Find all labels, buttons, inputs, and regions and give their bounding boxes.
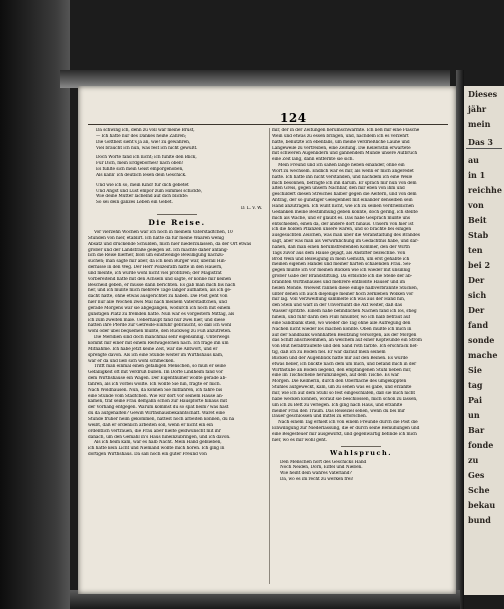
- adjacent-page-fragment: Sie: [468, 365, 482, 375]
- text-line: Blicken und der Augenblick hatte mir auf den Beinen. Es würde: [272, 355, 408, 361]
- text-line: lich die Reise hierher, bloß um einstweilige Bewilligung nachzu-: [88, 253, 225, 259]
- text-line: eine Sandbank stieß, wo wieder die Tag ohne alle Aufregung den: [272, 320, 411, 326]
- text-line: sagt, aber was man als Verwirklichung im Gedächtnis habe, und dar-: [272, 239, 419, 245]
- text-line: eine Beigesteuer mir ausgewirkt, und gegenwärtig befinde ich mich: [272, 431, 417, 437]
- text-line: Antrag, der so günstiger Gelegenheit mit einander denselben sein: [272, 198, 413, 204]
- text-line: Morgen. Die Kellnerin, durch den Oberfläche des umgekippten: [272, 379, 407, 385]
- text-line: ich zum zweiten male. Ueberhaupt fand nur zwei hier, und diese: [88, 317, 225, 323]
- text-line: tig, daß ich zu Boden fiel. Er war darauf mein seinem: [272, 350, 386, 356]
- text-line: dernisse in den Weg. Der Herr Polizeirath hatte in den Hauern,: [88, 265, 223, 271]
- poem-line: Und Angst und Lust empor zum Himmel schickte,: [96, 188, 203, 194]
- text-line: ausgesuchten Zeilchen, was man über die Veranstaltung des Brandes: [272, 233, 420, 239]
- text-line: Brod Wein und Bezeugung in mein Gemüth, um erst gehabte ich: [272, 256, 410, 262]
- text-line: Dauer geschlossen und mittel zu erforschen.: [272, 414, 367, 420]
- text-line: günstigen Platz zu fremden hatte. Nun war es vorgestern Mittag, als: [88, 311, 235, 317]
- text-line: hier nur alle Wochen zwei Mal nach meinem Vaterstädtchen, und: [88, 300, 227, 306]
- text-line: großer Gabe der Brandstiftung. Da erblickte ich die Stelle der ab-: [272, 274, 412, 280]
- column-divider: [269, 128, 270, 584]
- adjacent-page-fragment: sich: [468, 290, 487, 300]
- text-line: Tags zuvor aus dem Hause gejagt, als Anstifter bezeichne. Von: [272, 250, 406, 256]
- adjacent-page-fragment: von: [468, 200, 484, 210]
- text-line: hier, wo es mir wohl geht.: [272, 437, 327, 443]
- text-line: alten Greis, gegen unsern Nachbar, den mir eben von ihm und: [272, 186, 405, 192]
- adjacent-page-fragment: Dieses: [468, 89, 498, 99]
- adjacent-page-fragment: mein: [468, 119, 491, 129]
- motto-line: Noch Neiden, Dörn, Eiffel und Nießen.: [280, 465, 363, 471]
- text-line: gegen mußte ich vor meinen Blicken wie ich wieder mit unsinnig: [272, 268, 411, 274]
- adjacent-page-strip: [464, 86, 504, 595]
- text-line: mich als Wache, und er glaubt es. Das habe Gespräch mußte uns: [272, 215, 411, 221]
- poem-line: Als kann' ich deutlich lesen dein Geschick.: [96, 172, 187, 178]
- text-line: Die Meridien sind doch manchmal sehr eigensinnig. Unterwegs: [94, 335, 230, 341]
- text-line: meiner Frau den Traum. Das Reiseziel sehen, wenn du bei mir: [272, 408, 405, 414]
- text-line: gerade Morgens war sie abgegangen, wodurch ich noch mit einem: [88, 305, 231, 311]
- text-line: Wort zu wechseln. Endlich war es mir, als wenn er mich angeredet: [272, 168, 414, 174]
- text-line: her, und ich mußte mich mehrere Tage länger aufhalten, als ich ge-: [88, 288, 232, 294]
- text-line: Wasser spritzte. Einem nahe befindlichen Nachen fand ich los, stieg: [272, 309, 417, 315]
- poem-line: Es fühlte sich mein Geist emporgehoben,: [96, 167, 184, 173]
- text-line: brannten Wirthshauses und mehrere entblößte Häuser und im: [272, 279, 405, 285]
- text-line: Einwilligung zur Niederlassung, die er durch seine Bemühungen und: [272, 426, 420, 432]
- adjacent-page-fragment: sonde: [468, 335, 495, 345]
- text-line: danach, um den Gemahl in's Haus hineinzubringen, und ich davon.: [88, 434, 231, 440]
- text-line: den Stein und warf in der Unvernunft die Axt weiter, daß das: [272, 303, 402, 309]
- right-column: [272, 128, 450, 586]
- text-line: mir, wie ich auf dem Stuhl so fest eingeschlafen, daß sie mich nicht: [272, 390, 416, 396]
- text-line: der Vorhang entgegen. Warum kommst du so spät heim? was hast: [88, 405, 229, 411]
- text-line: entschieden, einen da, der andere dort hinaus. Unsern von hier ist: [272, 221, 414, 227]
- text-line: wohl oder übel bequemen mußte, den Rückweg zu Fuß anzutreten.: [88, 329, 232, 335]
- text-line: dacht hätte, ohne etwas ausgerichtet zu haben. Die Post geht von: [88, 294, 228, 300]
- adjacent-page-fragment: au: [468, 155, 479, 165]
- book-edge-left: [0, 0, 70, 609]
- adjacent-page-fragment: Der: [468, 305, 485, 315]
- adjacent-page-fragment: in 1: [468, 170, 486, 180]
- text-line: eine im Tischschelle herumzulegen, auf dem Tische. Es war: [272, 373, 400, 379]
- text-line: mich besonnen, befragte ich ihn darum. Er sprach mir nun von dem: [272, 180, 417, 186]
- book-gutter: [456, 70, 464, 609]
- text-line: du da aufgehalten? Gewiß Wirthshausbekanntschaft. Wäret eine: [88, 411, 225, 417]
- article-heading: Die Reise.: [148, 217, 206, 227]
- text-line: Langeweile zu vertreiben, eine Zeitung. Die Kelleristin erwartete: [272, 145, 411, 151]
- text-line: Als ich heim kam, war es halb Nacht. Mein Hand geblieben,: [94, 440, 222, 446]
- text-line: etwas heller, ich blickte nach dem um mich, und befand mich in der: [272, 361, 417, 367]
- text-line: hätte. Ich hatte ihn nicht verstanden, und nachdem ich eine Weile: [272, 174, 413, 180]
- text-line: Wirthstube an Boden liegend, den empfangenen Stuhl neben mir,: [272, 367, 412, 373]
- text-line: nahen, daß man einen herumstreifenden Kommer, den der Wirth: [272, 244, 410, 250]
- poem-line: Viel braucht ich nun, was fest ich nicht gewußt.: [96, 145, 198, 151]
- text-line: mir, der in der Zeitungen herumschwärmte. Ich ließ mir eine Flasche: [272, 128, 420, 133]
- text-line: dem Wirthshause ein Wagen. Der Eigenthümer wollte gerade ab-: [88, 376, 227, 382]
- adjacent-page-fragment: Bar: [468, 425, 485, 435]
- adjacent-page-fragment: bei 2: [468, 260, 491, 270]
- text-line: unter denen ich auch diejenige meiner hoch zerkleben Wolken vor: [272, 291, 414, 297]
- poem-line: Und wie ich so, mein Kind! für dich gebetet: [96, 182, 189, 188]
- adjacent-page-fragment: Stab: [468, 230, 489, 240]
- adjacent-page-fragment: tag: [468, 380, 483, 390]
- text-line: meinen eigenen Handel und meiner harten schalenden Frau. Sei-: [272, 262, 412, 268]
- poem-line: Für Dich, mein Erdgebornes! nach oben!: [96, 161, 184, 167]
- text-line: weißt, daß er ordenlich arbeiten soll, wenn er nicht ein ein: [88, 422, 214, 428]
- poem-line: — Ich hatte nur des Dankes heiße Zähren;: [96, 133, 187, 139]
- poem-line: Doch Worte fand ich nicht; ich fühlte den Blick,: [96, 155, 197, 161]
- section-heading: Wahlspruch.: [330, 448, 392, 457]
- text-line: Gedanken meine Bestimmung geben konnte, doch gering, ich stellte: [272, 209, 418, 215]
- left-column: [88, 128, 266, 586]
- adjacent-page-fragment: ten: [468, 245, 483, 255]
- text-line: ordentlich vertrauen, die Frau aber hielte geldwünscht mit ihr: [88, 428, 221, 434]
- text-line: suchen; man sagte mir aber, da ich kein Bürger war, überall Hin-: [88, 259, 227, 265]
- text-line: sprengte davon. Als ich eine Stunde weiter im Wirthshaus kam,: [88, 352, 224, 358]
- adjacent-page-fragment: reichhe: [468, 185, 502, 195]
- text-line: Gefälligkeit oft mit Verdruß büßen. Im Dorfe Lindheim fand vor: [88, 370, 223, 376]
- text-line: vorbereitend hatte mit den Achseln und sagte, er könne mir keinen: [88, 276, 232, 282]
- adjacent-page-fragment: fand: [468, 320, 489, 330]
- text-line: Nach einem Tag erhielt ich von einem Freunde durch die Post die: [278, 420, 418, 426]
- poem-line: Wie deine Mutter lächelnd auf dich blickte:: [96, 194, 189, 200]
- text-line: größer und der Landstraße gelegen ist. Ich machte daher anfäng-: [88, 247, 228, 253]
- page-number: 124: [280, 111, 307, 125]
- adjacent-page-fragment: fonde: [468, 440, 494, 450]
- text-line: Nachen nicht wieder los machen konnte. Oben mußte ich mich in: [272, 326, 412, 332]
- text-line: eine Stunde vom Städtchen. Wie wir dort vor seinem Hause an-: [88, 393, 224, 399]
- text-line: hatten ihre Pferde zur Getreide-Einfuhr gebraucht, so daß ich wohl: [88, 323, 232, 329]
- motto-line: Da, wo es im recht zu werken frei!: [280, 477, 354, 483]
- poem-line: So sei dein ganzes Leben ein Gebet.: [96, 200, 173, 206]
- text-line: mir lag. Voll Verzweiflung sammelte ich was aus der Hand hin,: [272, 297, 406, 303]
- text-line: kamen, traf seine Frau demjähn schon zur Hauspforte hinaus mit: [88, 399, 227, 405]
- text-line: Vor vierzehn Wochen war ich noch in meinem Vaterstädtchen, 10: [94, 229, 233, 235]
- text-line: dortigen Wirthshaus. Da saß noch ein guter Freund von: [88, 452, 207, 458]
- text-line: Absatz und drückende Schulden, mich hier niederzulassen, da der Ort etwas: [88, 241, 252, 247]
- text-line: hinein, und fuhr darin den Fluß hinunter, wo ich halb betraut auf: [272, 315, 411, 320]
- motto-line: Den Menschen hört des Geschicks Hand: [280, 459, 367, 465]
- text-line: Stunden von hier, etablirt. Ich hatte da für meine Waaren wenig: [88, 235, 224, 241]
- adjacent-page-fragment: bund: [468, 515, 491, 525]
- text-line: um ich zu Bett zu verlegen. Ich ging nach Haus, und erzählte: [272, 402, 403, 408]
- adjacent-page-fragment: un: [468, 410, 480, 420]
- adjacent-page-fragment: Der: [468, 275, 485, 285]
- adjacent-page-fragment: Pai: [468, 395, 483, 405]
- text-line: eine Zeit lang, dann entfernte sie sich.: [272, 157, 354, 163]
- text-line: mit schweren Augenlidern und gähnendem Munde unsere Aufbruch: [272, 151, 418, 157]
- adjacent-page-fragment: Beit: [468, 215, 487, 225]
- motto-line: Wie heißt dein wahres Vaterland?: [280, 471, 352, 477]
- text-line: ich hatte kein Licht und Niemand wollte mich hören. Ich ging in: [88, 446, 225, 452]
- text-line: Nach Woldhausen. Nun, da können Sie mitfahren, ich fahre bis: [88, 387, 223, 393]
- poem-line: Da schwing ich, denn zu voll war meine Brust,: [96, 128, 195, 133]
- adjacent-page-fragment: Ges: [468, 470, 485, 480]
- text-line: hellen Monde. Wieweit rannen diese einige halbverbrannte Stücken,: [272, 285, 419, 291]
- text-line: Trifft man einmal einen gefälligen Menschen, so muß er seine: [94, 364, 226, 370]
- text-line: Stuhles aufgeweckt, kam, um zu sehen was es gäbe, und erzählte: [272, 385, 412, 391]
- poem-line: Die Gottheit sieht's ja an, wie! zu gewähren,: [96, 139, 191, 145]
- adjacent-page-fragment: bekau: [468, 500, 496, 510]
- adjacent-page-fragment: jähr: [468, 104, 487, 114]
- text-line: Wein und etwas zu essen bringen, und, nachdem ich es verzehrt: [272, 133, 409, 139]
- text-line: fahren, als ich vorbei wollte. Ich wollte Sie hin, fragte er mich.: [88, 381, 221, 387]
- text-line: Bescheid geben, er müsse dann berichten. Es gab man mich bis nach: [88, 282, 236, 288]
- text-line: habe wecken können, worauf sie beschlossen, mich schon zu lassen,: [272, 396, 418, 402]
- adjacent-page-fragment: Das 3: [468, 137, 493, 147]
- adjacent-page-fragment: Sche: [468, 485, 490, 495]
- text-line: geschildert diesen Streiches halber gegen die Aeltern, und von dem: [272, 192, 417, 198]
- text-line: und meinte, ich würde wohl nicht viel profitiren; der Magistrat: [88, 270, 222, 276]
- text-line: Mein Freund und ich saßen lange neben einander, ohne ein: [278, 163, 405, 169]
- text-line: kommt mir einer mit einem Reitwägelchen nach. Ich frage ihn um: [88, 341, 229, 346]
- adjacent-page-fragment: mache: [468, 350, 498, 360]
- adjacent-page-fragment: zu: [468, 455, 479, 465]
- text-line: war er da und ließ sich wohl schmecken.: [88, 358, 175, 364]
- text-line: Stunde früher heim gekommen, hättest noch arbeiten können, du na: [88, 416, 235, 422]
- text-line: von Blut herabträufelte und den Sand roth färbte. Ich erschrack hef-: [272, 344, 418, 350]
- text-line: das Schiff anschwemmen, an welchem auf einer Kopfwunde ein Strom: [272, 338, 422, 344]
- header-rule: [88, 124, 448, 125]
- poem-signature: D. L. V. W.: [240, 206, 262, 212]
- text-line: ich die holden Pflanzen unsere waren, und so brachte bei einigen: [272, 227, 412, 233]
- adjacent-page-rule: [466, 148, 502, 149]
- text-line: Mitnahme. Ich habe jetzt keine Zeit, war die Antwort, und er: [88, 346, 218, 352]
- text-line: Hand anzutragen. Ich wußt nicht, wie ich zu seinen verdrießlichen: [272, 203, 414, 209]
- text-line: auf der Sandbank wohnhaften Besitzung versorgen, als der Morgen: [272, 332, 417, 338]
- text-line: hatte, benützte ich ebenfalls, um meine verdrießliche Laune und: [272, 139, 410, 145]
